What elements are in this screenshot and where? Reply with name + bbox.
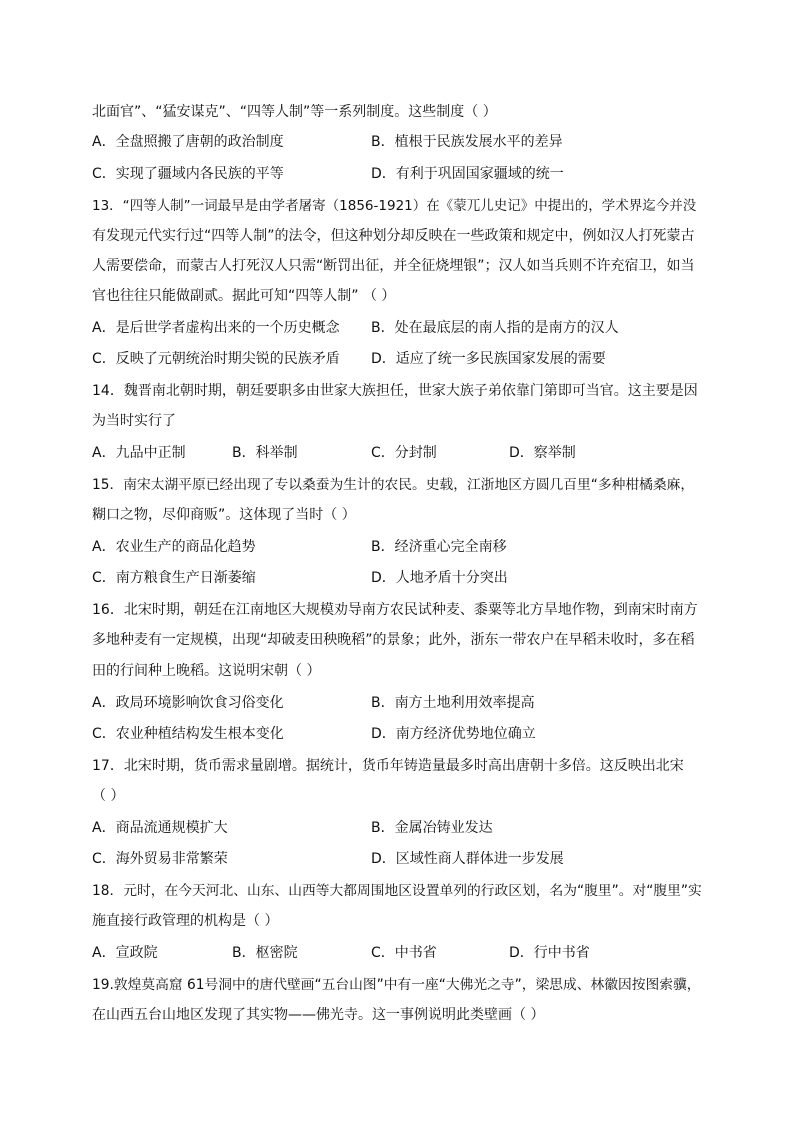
q14-option-a: A．九品中正制	[92, 445, 186, 461]
q15-option-d: D．人地矛盾十分突出	[371, 570, 508, 586]
q13-stem-line: 13．“四等人制”一词最早是由学者屠寄（1856-1921）在《蒙兀儿史记》中提出的，学术界迄今并没	[92, 198, 697, 214]
q16-stem-line: 田的行间种上晚稻。这说明宋朝（ ）	[92, 663, 321, 679]
q14-option-b: B．科举制	[232, 445, 298, 461]
q13-stem-line: 官也往往只能做副贰。据此可知“四等人制” （ ）	[92, 288, 396, 304]
q15-option-c: C．南方粮食生产日渐萎缩	[92, 570, 256, 586]
q16-option-b: B．南方土地利用效率提高	[371, 695, 535, 711]
q19-stem-line: 在山西五台山地区发现了其实物——佛光寺。这一事例说明此类壁画（ ）	[92, 1007, 545, 1023]
q12-option-b: B．植根于民族发展水平的差异	[371, 134, 563, 150]
q18-option-b: B．枢密院	[232, 945, 298, 961]
q12-option-c: C．实现了疆域内各民族的平等	[92, 166, 284, 182]
q16-stem-line: 16．北宋时期，朝廷在江南地区大规模劝导南方农民试种麦、黍粟等北方旱地作物，到南宋时南方	[92, 602, 698, 618]
q18-option-c: C．中书省	[371, 945, 437, 961]
q13-option-d: D．适应了统一多民族国家发展的需要	[371, 351, 606, 367]
q19-stem-line: 19.敦煌莫高窟 61号洞中的唐代壁画“五台山图”中有一座“大佛光之寺”，梁思成、林徽因按图索骥，	[92, 977, 701, 993]
q14-stem-line: 14．魏晋南北朝时期，朝廷要职多由世家大族担任，世家大族子弟依靠门第即可当官。这主要是因	[92, 383, 698, 399]
q14-stem-line: 为当时实行了	[92, 413, 176, 429]
q16-option-a: A．政局环境影响饮食习俗变化	[92, 695, 284, 711]
q12-option-d: D．有利于巩固国家疆域的统一	[371, 166, 564, 182]
q17-option-b: B．金属冶铸业发达	[371, 820, 493, 836]
q18-stem-line: 18．元时，在今天河北、山东、山西等大都周围地区设置单列的行政区划，名为“腹里”。对“腹里”实	[92, 883, 702, 899]
q16-option-d: D．南方经济优势地位确立	[371, 726, 536, 742]
q13-stem-line: 有发现元代实行过“四等人制”的法令，但这种划分却反映在一些政策和规定中，例如汉人打死蒙古	[92, 228, 695, 244]
q17-option-a: A．商品流通规模扩大	[92, 820, 228, 836]
q13-option-b: B．处在最底层的南人指的是南方的汉人	[371, 320, 619, 336]
q15-stem-line: 15．南宋太湖平原已经出现了专以桑蚕为生计的农民。史载，江浙地区方圆几百里“多种柑橘桑麻，	[92, 477, 695, 493]
q12-option-a: A．全盘照搬了唐朝的政治制度	[92, 134, 284, 150]
q13-option-c: C．反映了元朝统治时期尖锐的民族矛盾	[92, 351, 340, 367]
q15-option-b: B．经济重心完全南移	[371, 539, 507, 555]
q17-stem-line: （ ）	[92, 788, 125, 804]
q14-option-d: D．察举制	[509, 445, 576, 461]
q18-option-a: A．宣政院	[92, 945, 158, 961]
q12-stem-line: 北面官”、“猛安谋克”、“四等人制”等一系列制度。这些制度（ ）	[92, 104, 497, 120]
q18-stem-line: 施直接行政管理的机构是（ ）	[92, 913, 279, 929]
q14-option-c: C．分封制	[371, 445, 437, 461]
q13-stem-line: 人需要偿命，而蒙古人打死汉人只需“断罚出征，并全征烧埋银”；汉人如当兵则不许充宿卫，如当	[92, 258, 695, 274]
q13-option-a: A．是后世学者虚构出来的一个历史概念	[92, 320, 340, 336]
q16-stem-line: 多地种麦有一定规模，出现“却破麦田秧晚稻”的景象；此外，浙东一带农户在早稻未收时，多在稻	[92, 632, 695, 648]
q15-stem-line: 糊口之物，尽仰商贩”。这体现了当时（ ）	[92, 507, 356, 523]
q17-stem-line: 17．北宋时期，货币需求量剧增。据统计，货币年铸造量最多时高出唐朝十多倍。这反映出北宋	[92, 758, 684, 774]
q18-option-d: D．行中书省	[509, 945, 590, 961]
q15-option-a: A．农业生产的商品化趋势	[92, 539, 256, 555]
q17-option-c: C．海外贸易非常繁荣	[92, 851, 228, 867]
q17-option-d: D．区域性商人群体进一步发展	[371, 851, 564, 867]
q16-option-c: C．农业种植结构发生根本变化	[92, 726, 284, 742]
